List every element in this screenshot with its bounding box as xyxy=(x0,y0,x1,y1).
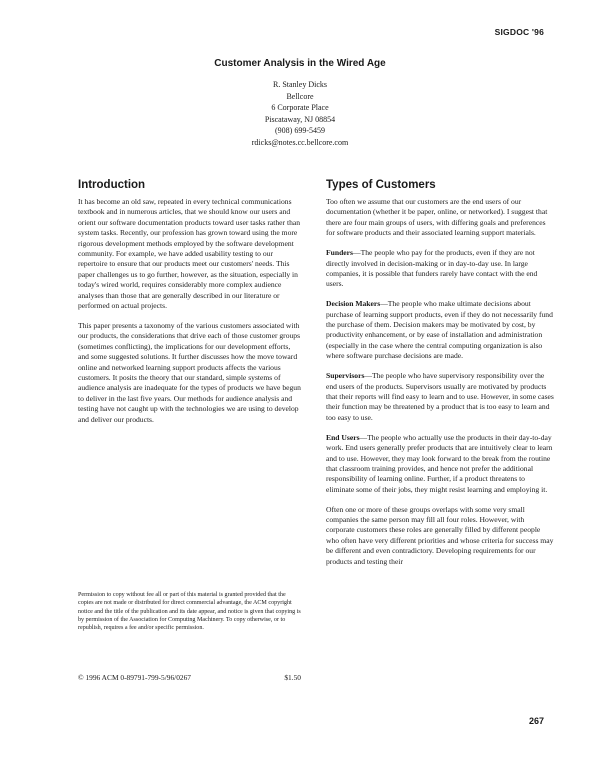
paper-title: Customer Analysis in the Wired Age xyxy=(214,58,386,69)
introduction-paragraph-1: It has become an old saw, repeated in every technical communications textbook and in numerous articles, that we should know our users and orient our software documentation products toward user tasks rather than system tasks. Recently, our profession has grown toward using the more rigorous development methods employed by the software development community. For example, we have added usability testing to our repertoire to ensure that our products meet our customers' needs. This paper challenges us to go further, however, as the situation, especially in today's wired world, requires considerably more complex audience analyses than those that are generally described in our literature or performed on actual projects. xyxy=(78,197,301,311)
introduction-paragraph-2: This paper presents a taxonomy of the various customers associated with our products, the considerations that drive each of those customer groups (sometimes conflicting), the implications for our development efforts, and some suggested solutions. It further discusses how the move toward online and networked learning support products affects the various customers. It posits the theory that our standard, simple systems of audience analysis are inadequate for the types of products we have begun to deliver in the last five years. Our methods for audience analysis and testing have not caught up with the technologies we are using to develop and deliver our products. xyxy=(78,320,301,424)
funders-lead: Funders xyxy=(326,248,354,258)
funders-text: —The people who pay for the products, even if they are not directly involved in decision-making or in day-to-day use. In large companies, it is possible that funders rarely have contact with the end users. xyxy=(326,248,538,289)
types-of-customers-heading: Types of Customers xyxy=(326,179,436,191)
permission-notice: Permission to copy without fee all or part of this material is granted provided that the copies are not made or distributed for direct commercial advantage, the ACM copyright notice and the title of the publication and its date appear, and notice is given that copying is by permission of the Association for Computing Machinery. To copy otherwise, or to republish, requires a fee and/or specific permission. xyxy=(78,592,301,632)
decision-makers-lead: Decision Makers xyxy=(326,299,381,309)
left-column xyxy=(78,178,301,435)
author-email: rdicks@notes.cc.bellcore.com xyxy=(251,137,349,147)
funders-paragraph xyxy=(326,248,554,290)
right-column xyxy=(326,178,554,577)
end-users-lead: End Users xyxy=(326,432,360,442)
copyright-price: $1.50 xyxy=(284,673,301,682)
introduction-heading: Introduction xyxy=(78,179,146,191)
supervisors-text: —The people who have supervisory responsibility over the end users of the products. Supervisors usually are motivated by products that their reports will find easy to learn and to use. However, in some cases their function may be threatened by a product that is too easy to learn and too easy to use. xyxy=(326,371,554,422)
decision-makers-text: —The people who make ultimate decisions about purchase of learning support products, even if they do not necessarily fund the purchase of them. Decision makers may be motivated by cost, by productivity enhancement, or by ease of installation and administration (especially in the case where the central computing organization is also where software purchase decisions are made. xyxy=(326,299,553,361)
author-phone: (908) 699-5459 xyxy=(275,126,325,136)
copyright-line xyxy=(78,673,301,682)
decision-makers-paragraph xyxy=(326,299,554,361)
supervisors-paragraph xyxy=(326,371,554,423)
types-intro-paragraph: Too often we assume that our customers are the end users of our documentation (whether it be paper, online, or networked). I suggest that there are four main groups of users, with differing goals and preferences for software products and their associated learning support materials. xyxy=(326,197,548,238)
author-address-line2: Piscataway, NJ 08854 xyxy=(264,114,336,124)
author-name: R. Stanley Dicks xyxy=(273,80,327,89)
copyright-text: © 1996 ACM 0-89791-799-5/96/0267 xyxy=(78,673,191,682)
running-head: SIGDOC '96 xyxy=(494,27,544,37)
author-address-line1: 6 Corporate Place xyxy=(271,103,329,113)
author-block xyxy=(0,79,600,149)
end-users-paragraph xyxy=(326,433,554,495)
end-users-text: —The people who actually use the products in their day-to-day work. End users generally prefer products that are intuitively clear to learn and to use. However, they may look forward to the break from the routine that classroom training provides, and hence not prefer the additional responsibility of learning online. Further, if a product threatens to eliminate some of their jobs, they might resist learning and employing it. xyxy=(326,432,553,494)
supervisors-lead: Supervisors xyxy=(326,371,365,381)
author-affiliation: Bellcore xyxy=(286,91,314,101)
page-number: 267 xyxy=(528,716,544,726)
overlap-paragraph: Often one or more of these groups overlaps with some very small companies the same person may fill all four roles. However, with corporate customers these roles are generally filled by different people who often have very different priorities and whose criteria for success may be different and even contradictory. Developing requirements for our products and testing their xyxy=(326,504,554,566)
